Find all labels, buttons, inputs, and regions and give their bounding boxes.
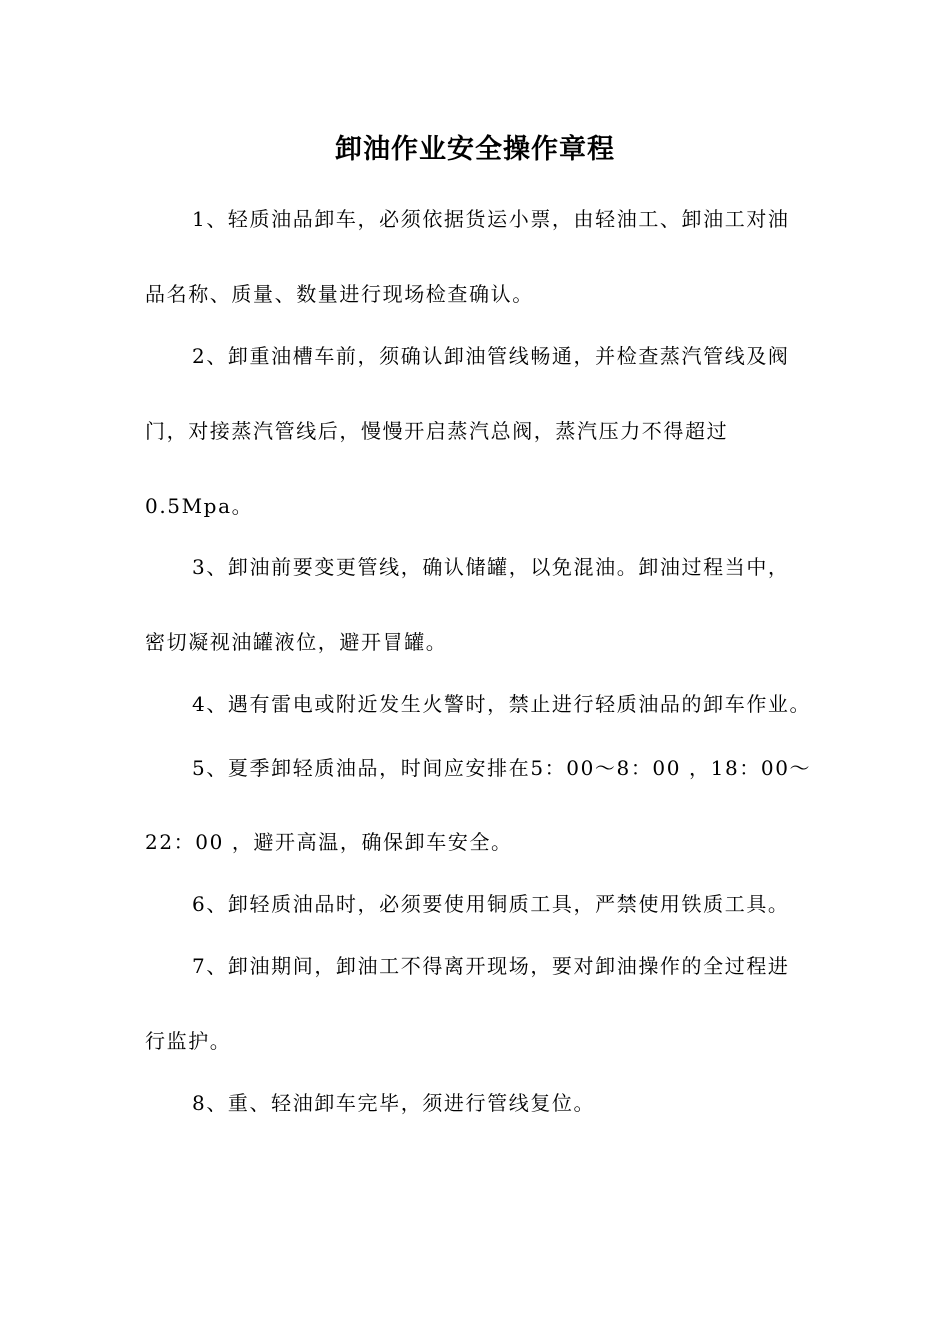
paragraph-5-line-1: 5、夏季卸轻质油品，时间应安排在5：00～8：00 ，18：00～ [192,756,812,780]
paragraph-1-line-1: 1、轻质油品卸车，必须依据货运小票，由轻油工、卸油工对油 [192,207,790,231]
paragraph-3-line-1: 3、卸油前要变更管线，确认储罐，以免混油。卸油过程当中， [192,555,790,579]
paragraph-4-line-1: 4、遇有雷电或附近发生火警时，禁止进行轻质油品的卸车作业。 [192,692,812,716]
paragraph-3-line-2: 密切凝视油罐液位，避开冒罐。 [145,630,448,654]
paragraph-2-line-3: 0.5Mpa。 [145,494,254,518]
paragraph-7-line-1: 7、卸油期间，卸油工不得离开现场，要对卸油操作的全过程进 [192,954,790,978]
paragraph-2-line-1: 2、卸重油槽车前，须确认卸油管线畅通，并检查蒸汽管线及阀 [192,344,790,368]
paragraph-8-line-1: 8、重、轻油卸车完毕，须进行管线复位。 [192,1091,596,1115]
document-title: 卸油作业安全操作章程 [335,134,615,165]
paragraph-6-line-1: 6、卸轻质油品时，必须要使用铜质工具，严禁使用铁质工具。 [192,892,790,916]
paragraph-2-line-2: 门，对接蒸汽管线后，慢慢开启蒸汽总阀，蒸汽压力不得超过 [145,419,729,443]
paragraph-1-line-2: 品名称、质量、数量进行现场检查确认。 [145,282,534,306]
paragraph-7-line-2: 行监护。 [145,1029,232,1053]
paragraph-5-line-2: 22：00 ，避开高温，确保卸车安全。 [145,830,513,854]
